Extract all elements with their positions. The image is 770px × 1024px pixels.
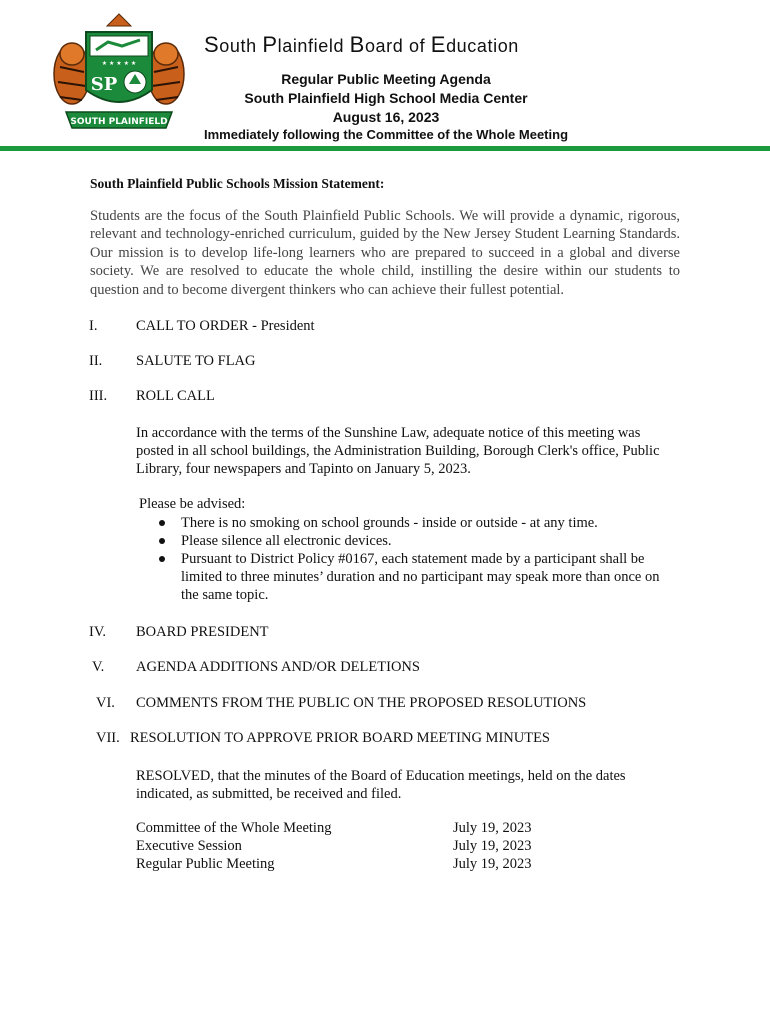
meeting-name: Executive Session [136, 838, 242, 854]
agenda-item-number: IV. [89, 624, 107, 640]
meeting-date: August 16, 2023 [332, 109, 440, 125]
meeting-name: Committee of the Whole Meeting [136, 820, 332, 836]
advisory-item: Please silence all electronic devices. [139, 532, 679, 550]
mission-statement: Students are the focus of the South Plainfield Public Schools. We will provide a dynamic, rigorous, relevant and technology-enriched curriculum, guided by the New Jersey Student Learning Standards. Our mission is to develop life-long learners who are prepared to succeed in a global and diverse society. We are resolved to educate the whole child, instilling the desire within our students to question and to become divergent thinkers who can achieve their fullest potential. [90, 208, 680, 298]
board-title [204, 32, 519, 58]
agenda-item-label: SALUTE TO FLAG [136, 353, 256, 369]
title-part: South [204, 32, 263, 57]
agenda-item-label: ROLL CALL [136, 388, 215, 404]
advisory-list [139, 514, 679, 604]
title-part: Education [430, 32, 519, 57]
agenda-item-number: VI. [96, 695, 115, 711]
agenda-item-label: AGENDA ADDITIONS AND/OR DELETIONS [136, 659, 420, 675]
meeting-date-cell: July 19, 2023 [453, 820, 532, 836]
agenda-item-number: I. [89, 318, 98, 334]
meeting-location: South Plainfield High School Media Center [244, 90, 528, 106]
svg-text:★ ★ ★ ★ ★: ★ ★ ★ ★ ★ [101, 60, 137, 67]
meeting-type: Regular Public Meeting Agenda [281, 71, 491, 87]
header-divider [0, 146, 770, 151]
advisory-intro: Please be advised: [139, 496, 246, 512]
meeting-date-cell: July 19, 2023 [453, 838, 532, 854]
agenda-item-label: BOARD PRESIDENT [136, 624, 269, 640]
agenda-item-label: RESOLUTION TO APPROVE PRIOR BOARD MEETING MINUTES [130, 730, 550, 746]
sunshine-law-notice: In accordance with the terms of the Sunshine Law, adequate notice of this meeting was posted in all school buildings, the Administration Building, Borough Clerk's office, Public Library, four newspapers and Tapinto on January 5, 2023. [136, 425, 660, 477]
agenda-item-number: III. [89, 388, 108, 404]
title-part: Plainfield [262, 32, 350, 57]
district-logo [52, 12, 186, 142]
meeting-date-cell: July 19, 2023 [453, 856, 532, 872]
agenda-item-label: COMMENTS FROM THE PUBLIC ON THE PROPOSED RESOLUTIONS [136, 695, 587, 711]
title-part: Board of [349, 32, 431, 57]
agenda-item-number: II. [89, 353, 103, 369]
district-crest-icon [52, 12, 186, 142]
meeting-name: Regular Public Meeting [136, 856, 275, 872]
svg-text:SOUTH PLAINFIELD: SOUTH PLAINFIELD [70, 117, 168, 127]
mission-heading: South Plainfield Public Schools Mission Statement: [90, 176, 385, 191]
resolution-text: RESOLVED, that the minutes of the Board of Education meetings, held on the dates indicated, as submitted, be received and filed. [136, 768, 626, 802]
advisory-item: Pursuant to District Policy #0167, each statement made by a participant shall be limited to three minutes’ duration and no participant may speak more than once on the same topic. [139, 550, 679, 604]
agenda-item-number: V. [92, 659, 105, 675]
svg-text:SP: SP [90, 74, 118, 95]
meeting-timing: Immediately following the Committee of the Whole Meeting [203, 127, 569, 142]
agenda-item-number: VII. [96, 730, 120, 746]
agenda-item-label: CALL TO ORDER - President [136, 318, 315, 334]
advisory-item: There is no smoking on school grounds - inside or outside - at any time. [139, 514, 679, 532]
